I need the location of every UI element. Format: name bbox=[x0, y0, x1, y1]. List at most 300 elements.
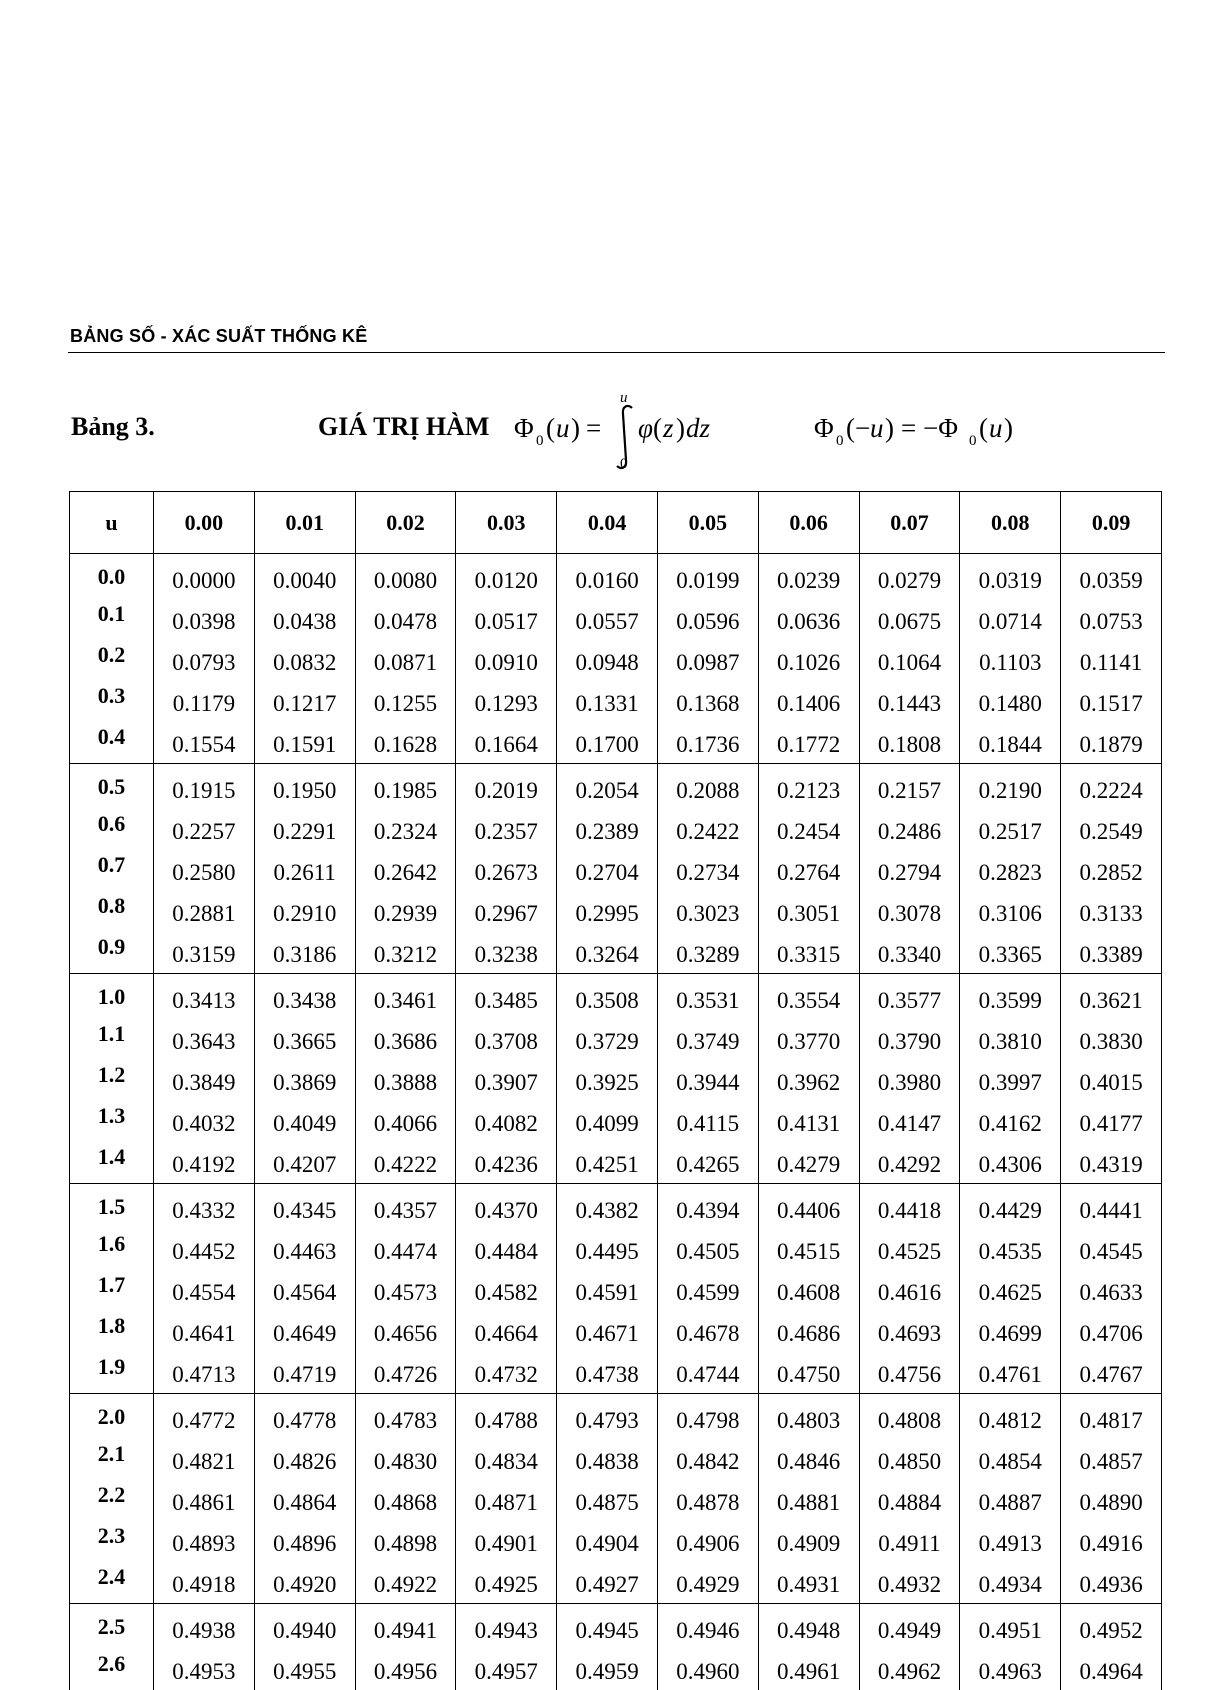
table-cell: 0.1368 bbox=[657, 681, 758, 722]
column-header: 0.04 bbox=[557, 492, 658, 554]
table-cell: 0.3907 bbox=[456, 1060, 557, 1101]
table-cell: 0.4599 bbox=[657, 1270, 758, 1311]
row-header-u: 0.0 bbox=[70, 554, 154, 600]
table-cell: 0.4957 bbox=[456, 1649, 557, 1690]
table-row bbox=[70, 891, 1162, 932]
table-cell: 0.3315 bbox=[758, 932, 859, 974]
table-cell: 0.0910 bbox=[456, 640, 557, 681]
table-cell: 0.4830 bbox=[355, 1439, 456, 1480]
table-cell: 0.3508 bbox=[557, 974, 658, 1020]
table-row bbox=[70, 1142, 1162, 1184]
formula bbox=[514, 390, 1044, 480]
table-cell: 0.3413 bbox=[154, 974, 255, 1020]
table-cell: 0.3531 bbox=[657, 974, 758, 1020]
table-cell: 0.3944 bbox=[657, 1060, 758, 1101]
table-cell: 0.3212 bbox=[355, 932, 456, 974]
column-header: 0.06 bbox=[758, 492, 859, 554]
row-header-u: 2.1 bbox=[70, 1439, 154, 1480]
table-cell: 0.4279 bbox=[758, 1142, 859, 1184]
table-cell: 0.4357 bbox=[355, 1184, 456, 1230]
table-cell: 0.2019 bbox=[456, 764, 557, 810]
svg-text:): ) bbox=[1004, 413, 1013, 443]
table-cell: 0.4927 bbox=[557, 1562, 658, 1604]
table-cell: 0.3340 bbox=[859, 932, 960, 974]
table-cell: 0.4115 bbox=[657, 1101, 758, 1142]
row-header-u: 1.8 bbox=[70, 1311, 154, 1352]
table-cell: 0.1293 bbox=[456, 681, 557, 722]
column-header: 0.05 bbox=[657, 492, 758, 554]
table-cell: 0.0948 bbox=[557, 640, 658, 681]
table-cell: 0.2704 bbox=[557, 850, 658, 891]
table-cell: 0.2054 bbox=[557, 764, 658, 810]
table-cell: 0.3389 bbox=[1061, 932, 1162, 974]
table-cell: 0.4545 bbox=[1061, 1229, 1162, 1270]
svg-text:0: 0 bbox=[836, 433, 844, 449]
table-cell: 0.4525 bbox=[859, 1229, 960, 1270]
table-cell: 0.3599 bbox=[960, 974, 1061, 1020]
svg-text:): ) bbox=[571, 413, 580, 443]
table-cell: 0.1554 bbox=[154, 722, 255, 764]
column-header: 0.07 bbox=[859, 492, 960, 554]
table-cell: 0.2764 bbox=[758, 850, 859, 891]
table-cell: 0.4884 bbox=[859, 1480, 960, 1521]
table-cell: 0.4162 bbox=[960, 1101, 1061, 1142]
table-cell: 0.1950 bbox=[254, 764, 355, 810]
table-cell: 0.2995 bbox=[557, 891, 658, 932]
table-cell: 0.4916 bbox=[1061, 1521, 1162, 1562]
table-cell: 0.4406 bbox=[758, 1184, 859, 1230]
svg-text:u: u bbox=[989, 413, 1003, 443]
table-cell: 0.0793 bbox=[154, 640, 255, 681]
table-cell: 0.4904 bbox=[557, 1521, 658, 1562]
table-cell: 0.1255 bbox=[355, 681, 456, 722]
svg-text:(: ( bbox=[546, 413, 555, 443]
table-cell: 0.2486 bbox=[859, 809, 960, 850]
table-cell: 0.4842 bbox=[657, 1439, 758, 1480]
table-cell: 0.4878 bbox=[657, 1480, 758, 1521]
table-cell: 0.4767 bbox=[1061, 1352, 1162, 1394]
table-cell: 0.1331 bbox=[557, 681, 658, 722]
table-cell: 0.1915 bbox=[154, 764, 255, 810]
table-row bbox=[70, 1352, 1162, 1394]
table-cell: 0.4015 bbox=[1061, 1060, 1162, 1101]
table-cell: 0.3264 bbox=[557, 932, 658, 974]
table-cell: 0.3770 bbox=[758, 1019, 859, 1060]
table-cell: 0.0753 bbox=[1061, 599, 1162, 640]
row-header-u: 1.5 bbox=[70, 1184, 154, 1230]
table-row bbox=[70, 1649, 1162, 1690]
table-cell: 0.4896 bbox=[254, 1521, 355, 1562]
table-cell: 0.4936 bbox=[1061, 1562, 1162, 1604]
row-header-u: 1.7 bbox=[70, 1270, 154, 1311]
row-header-u: 0.1 bbox=[70, 599, 154, 640]
row-header-u: 1.9 bbox=[70, 1352, 154, 1394]
table-cell: 0.4744 bbox=[657, 1352, 758, 1394]
table-cell: 0.4951 bbox=[960, 1604, 1061, 1650]
table-cell: 0.4345 bbox=[254, 1184, 355, 1230]
table-cell: 0.3106 bbox=[960, 891, 1061, 932]
table-cell: 0.0596 bbox=[657, 599, 758, 640]
table-cell: 0.4699 bbox=[960, 1311, 1061, 1352]
table-cell: 0.0080 bbox=[355, 554, 456, 600]
table-row bbox=[70, 764, 1162, 810]
table-cell: 0.2881 bbox=[154, 891, 255, 932]
table-cell: 0.4941 bbox=[355, 1604, 456, 1650]
svg-text:dz: dz bbox=[686, 413, 711, 443]
running-header: BẢNG SỐ - XÁC SUẤT THỐNG KÊ bbox=[70, 326, 367, 347]
table-cell: 0.1217 bbox=[254, 681, 355, 722]
table-row bbox=[70, 1439, 1162, 1480]
table-cell: 0.4854 bbox=[960, 1439, 1061, 1480]
table-cell: 0.0557 bbox=[557, 599, 658, 640]
table-cell: 0.0120 bbox=[456, 554, 557, 600]
row-header-u: 0.7 bbox=[70, 850, 154, 891]
table-cell: 0.3461 bbox=[355, 974, 456, 1020]
table-cell: 0.1879 bbox=[1061, 722, 1162, 764]
row-header-u: 1.2 bbox=[70, 1060, 154, 1101]
table-cell: 0.4222 bbox=[355, 1142, 456, 1184]
svg-text:0: 0 bbox=[969, 433, 977, 449]
table-cell: 0.1808 bbox=[859, 722, 960, 764]
table-cell: 0.3888 bbox=[355, 1060, 456, 1101]
table-cell: 0.3238 bbox=[456, 932, 557, 974]
table-cell: 0.4332 bbox=[154, 1184, 255, 1230]
table-cell: 0.4943 bbox=[456, 1604, 557, 1650]
svg-text:=: = bbox=[586, 413, 601, 443]
table-cell: 0.4382 bbox=[557, 1184, 658, 1230]
table-cell: 0.4918 bbox=[154, 1562, 255, 1604]
table-cell: 0.2580 bbox=[154, 850, 255, 891]
table-cell: 0.4066 bbox=[355, 1101, 456, 1142]
row-header-u: 1.0 bbox=[70, 974, 154, 1020]
table-cell: 0.4913 bbox=[960, 1521, 1061, 1562]
table-row bbox=[70, 1562, 1162, 1604]
table-cell: 0.2389 bbox=[557, 809, 658, 850]
row-header-u: 0.2 bbox=[70, 640, 154, 681]
table-cell: 0.4207 bbox=[254, 1142, 355, 1184]
table-cell: 0.2517 bbox=[960, 809, 1061, 850]
table-row bbox=[70, 1270, 1162, 1311]
table-cell: 0.0987 bbox=[657, 640, 758, 681]
table-cell: 0.0319 bbox=[960, 554, 1061, 600]
table-cell: 0.0040 bbox=[254, 554, 355, 600]
table-cell: 0.4686 bbox=[758, 1311, 859, 1352]
table-label: Bảng 3. bbox=[71, 412, 155, 442]
table-cell: 0.0438 bbox=[254, 599, 355, 640]
table-cell: 0.4959 bbox=[557, 1649, 658, 1690]
table-cell: 0.1736 bbox=[657, 722, 758, 764]
table-row bbox=[70, 1394, 1162, 1440]
table-cell: 0.4306 bbox=[960, 1142, 1061, 1184]
table-cell: 0.4082 bbox=[456, 1101, 557, 1142]
row-header-u: 1.6 bbox=[70, 1229, 154, 1270]
table-cell: 0.4515 bbox=[758, 1229, 859, 1270]
table-cell: 0.4732 bbox=[456, 1352, 557, 1394]
table-cell: 0.0832 bbox=[254, 640, 355, 681]
table-cell: 0.2642 bbox=[355, 850, 456, 891]
table-cell: 0.4554 bbox=[154, 1270, 255, 1311]
table-cell: 0.4960 bbox=[657, 1649, 758, 1690]
table-cell: 0.2967 bbox=[456, 891, 557, 932]
table-cell: 0.4713 bbox=[154, 1352, 255, 1394]
table-row bbox=[70, 599, 1162, 640]
table-cell: 0.3621 bbox=[1061, 974, 1162, 1020]
table-cell: 0.3729 bbox=[557, 1019, 658, 1060]
row-header-u: 0.5 bbox=[70, 764, 154, 810]
column-header: 0.09 bbox=[1061, 492, 1162, 554]
table-cell: 0.4641 bbox=[154, 1311, 255, 1352]
table-cell: 0.2157 bbox=[859, 764, 960, 810]
table-cell: 0.4946 bbox=[657, 1604, 758, 1650]
table-cell: 0.4864 bbox=[254, 1480, 355, 1521]
table-cell: 0.4961 bbox=[758, 1649, 859, 1690]
table-cell: 0.3485 bbox=[456, 974, 557, 1020]
table-row bbox=[70, 1521, 1162, 1562]
table-row bbox=[70, 554, 1162, 600]
row-header-u: 0.6 bbox=[70, 809, 154, 850]
table-cell: 0.3925 bbox=[557, 1060, 658, 1101]
table-cell: 0.4964 bbox=[1061, 1649, 1162, 1690]
table-cell: 0.4441 bbox=[1061, 1184, 1162, 1230]
table-cell: 0.2673 bbox=[456, 850, 557, 891]
table-cell: 0.4678 bbox=[657, 1311, 758, 1352]
table-cell: 0.3830 bbox=[1061, 1019, 1162, 1060]
svg-text:u: u bbox=[620, 390, 628, 406]
table-cell: 0.3810 bbox=[960, 1019, 1061, 1060]
table-cell: 0.2734 bbox=[657, 850, 758, 891]
table-cell: 0.1179 bbox=[154, 681, 255, 722]
table-cell: 0.4798 bbox=[657, 1394, 758, 1440]
table-cell: 0.0199 bbox=[657, 554, 758, 600]
table-cell: 0.2257 bbox=[154, 809, 255, 850]
column-header: 0.08 bbox=[960, 492, 1061, 554]
table-cell: 0.2357 bbox=[456, 809, 557, 850]
table-cell: 0.3554 bbox=[758, 974, 859, 1020]
table-cell: 0.2549 bbox=[1061, 809, 1162, 850]
table-row bbox=[70, 809, 1162, 850]
column-header: 0.03 bbox=[456, 492, 557, 554]
table-cell: 0.4857 bbox=[1061, 1439, 1162, 1480]
table-cell: 0.4664 bbox=[456, 1311, 557, 1352]
row-header-u: 0.4 bbox=[70, 722, 154, 764]
table-cell: 0.3023 bbox=[657, 891, 758, 932]
table-cell: 0.4881 bbox=[758, 1480, 859, 1521]
table-cell: 0.4826 bbox=[254, 1439, 355, 1480]
table-cell: 0.2939 bbox=[355, 891, 456, 932]
table-cell: 0.4783 bbox=[355, 1394, 456, 1440]
table-row bbox=[70, 1229, 1162, 1270]
table-cell: 0.3686 bbox=[355, 1019, 456, 1060]
table-cell: 0.4495 bbox=[557, 1229, 658, 1270]
svg-text:(: ( bbox=[979, 413, 988, 443]
table-cell: 0.0239 bbox=[758, 554, 859, 600]
table-cell: 0.4474 bbox=[355, 1229, 456, 1270]
table-row bbox=[70, 1480, 1162, 1521]
table-cell: 0.4821 bbox=[154, 1439, 255, 1480]
table-cell: 0.4890 bbox=[1061, 1480, 1162, 1521]
table-cell: 0.1480 bbox=[960, 681, 1061, 722]
table-cell: 0.3186 bbox=[254, 932, 355, 974]
svg-text:): ) bbox=[885, 413, 894, 443]
table-cell: 0.4719 bbox=[254, 1352, 355, 1394]
table-cell: 0.3289 bbox=[657, 932, 758, 974]
row-header-u: 1.4 bbox=[70, 1142, 154, 1184]
table-cell: 0.4812 bbox=[960, 1394, 1061, 1440]
table-cell: 0.1772 bbox=[758, 722, 859, 764]
table-cell: 0.4236 bbox=[456, 1142, 557, 1184]
table-cell: 0.4963 bbox=[960, 1649, 1061, 1690]
table-cell: 0.4875 bbox=[557, 1480, 658, 1521]
table-cell: 0.4616 bbox=[859, 1270, 960, 1311]
table-cell: 0.4898 bbox=[355, 1521, 456, 1562]
table-cell: 0.4893 bbox=[154, 1521, 255, 1562]
table-row bbox=[70, 1604, 1162, 1650]
table-cell: 0.4948 bbox=[758, 1604, 859, 1650]
table-cell: 0.2611 bbox=[254, 850, 355, 891]
table-cell: 0.2224 bbox=[1061, 764, 1162, 810]
table-cell: 0.4582 bbox=[456, 1270, 557, 1311]
table-cell: 0.1628 bbox=[355, 722, 456, 764]
table-cell: 0.0160 bbox=[557, 554, 658, 600]
table-cell: 0.4871 bbox=[456, 1480, 557, 1521]
column-header: 0.01 bbox=[254, 492, 355, 554]
table-cell: 0.3749 bbox=[657, 1019, 758, 1060]
table-row bbox=[70, 850, 1162, 891]
table-cell: 0.0871 bbox=[355, 640, 456, 681]
table-cell: 0.4625 bbox=[960, 1270, 1061, 1311]
table-cell: 0.4940 bbox=[254, 1604, 355, 1650]
table-cell: 0.4834 bbox=[456, 1439, 557, 1480]
table-cell: 0.4484 bbox=[456, 1229, 557, 1270]
table-cell: 0.4901 bbox=[456, 1521, 557, 1562]
table-cell: 0.4370 bbox=[456, 1184, 557, 1230]
table-cell: 0.4452 bbox=[154, 1229, 255, 1270]
table-cell: 0.2794 bbox=[859, 850, 960, 891]
table-cell: 0.4850 bbox=[859, 1439, 960, 1480]
table-cell: 0.4756 bbox=[859, 1352, 960, 1394]
table-cell: 0.4922 bbox=[355, 1562, 456, 1604]
table-cell: 0.4573 bbox=[355, 1270, 456, 1311]
table-cell: 0.4838 bbox=[557, 1439, 658, 1480]
table-cell: 0.3643 bbox=[154, 1019, 255, 1060]
table-cell: 0.4909 bbox=[758, 1521, 859, 1562]
svg-text:φ: φ bbox=[638, 413, 653, 443]
row-header-u: 1.1 bbox=[70, 1019, 154, 1060]
table-row bbox=[70, 1101, 1162, 1142]
table-cell: 0.4911 bbox=[859, 1521, 960, 1562]
table-cell: 0.4861 bbox=[154, 1480, 255, 1521]
table-cell: 0.4793 bbox=[557, 1394, 658, 1440]
table-cell: 0.4608 bbox=[758, 1270, 859, 1311]
svg-text:= −Φ: = −Φ bbox=[901, 413, 958, 443]
table-cell: 0.2852 bbox=[1061, 850, 1162, 891]
table-cell: 0.4671 bbox=[557, 1311, 658, 1352]
table-row bbox=[70, 932, 1162, 974]
row-header-u: 2.4 bbox=[70, 1562, 154, 1604]
table-cell: 0.1844 bbox=[960, 722, 1061, 764]
table-cell: 0.0478 bbox=[355, 599, 456, 640]
table-cell: 0.4649 bbox=[254, 1311, 355, 1352]
table-cell: 0.4049 bbox=[254, 1101, 355, 1142]
table-cell: 0.1026 bbox=[758, 640, 859, 681]
table-cell: 0.3078 bbox=[859, 891, 960, 932]
column-header: 0.02 bbox=[355, 492, 456, 554]
table-cell: 0.3438 bbox=[254, 974, 355, 1020]
table-cell: 0.2422 bbox=[657, 809, 758, 850]
row-header-u: 2.6 bbox=[70, 1649, 154, 1690]
table-cell: 0.0517 bbox=[456, 599, 557, 640]
table-cell: 0.3708 bbox=[456, 1019, 557, 1060]
row-header-u: 0.3 bbox=[70, 681, 154, 722]
table-cell: 0.1103 bbox=[960, 640, 1061, 681]
header-rule bbox=[68, 352, 1165, 353]
table-cell: 0.3997 bbox=[960, 1060, 1061, 1101]
column-header: 0.00 bbox=[154, 492, 255, 554]
table-title: GIÁ TRỊ HÀM bbox=[318, 412, 489, 442]
table-cell: 0.2324 bbox=[355, 809, 456, 850]
svg-text:u: u bbox=[556, 413, 570, 443]
table-cell: 0.4868 bbox=[355, 1480, 456, 1521]
table-cell: 0.4292 bbox=[859, 1142, 960, 1184]
table-cell: 0.4633 bbox=[1061, 1270, 1162, 1311]
table-cell: 0.1664 bbox=[456, 722, 557, 764]
table-cell: 0.4418 bbox=[859, 1184, 960, 1230]
column-header-u: u bbox=[70, 492, 154, 554]
table-cell: 0.3980 bbox=[859, 1060, 960, 1101]
table-body bbox=[70, 554, 1162, 1690]
table-cell: 0.3790 bbox=[859, 1019, 960, 1060]
table-cell: 0.4319 bbox=[1061, 1142, 1162, 1184]
table-cell: 0.0279 bbox=[859, 554, 960, 600]
table-cell: 0.4938 bbox=[154, 1604, 255, 1650]
table-cell: 0.4429 bbox=[960, 1184, 1061, 1230]
table-row bbox=[70, 1060, 1162, 1101]
table-cell: 0.2190 bbox=[960, 764, 1061, 810]
table-cell: 0.4761 bbox=[960, 1352, 1061, 1394]
table-cell: 0.3869 bbox=[254, 1060, 355, 1101]
table-row bbox=[70, 1184, 1162, 1230]
table-cell: 0.4887 bbox=[960, 1480, 1061, 1521]
svg-text:(−: (− bbox=[846, 413, 870, 443]
svg-text:0: 0 bbox=[620, 456, 628, 472]
table-cell: 0.4656 bbox=[355, 1311, 456, 1352]
table-cell: 0.4032 bbox=[154, 1101, 255, 1142]
table-cell: 0.4925 bbox=[456, 1562, 557, 1604]
table-cell: 0.0714 bbox=[960, 599, 1061, 640]
table-cell: 0.3577 bbox=[859, 974, 960, 1020]
table-cell: 0.4932 bbox=[859, 1562, 960, 1604]
table-cell: 0.4535 bbox=[960, 1229, 1061, 1270]
table-cell: 0.4788 bbox=[456, 1394, 557, 1440]
formula-graphic bbox=[514, 390, 1044, 480]
table-row bbox=[70, 1019, 1162, 1060]
table-cell: 0.4952 bbox=[1061, 1604, 1162, 1650]
table-cell: 0.4265 bbox=[657, 1142, 758, 1184]
table-cell: 0.4099 bbox=[557, 1101, 658, 1142]
phi-table bbox=[69, 491, 1162, 1690]
table-cell: 0.1443 bbox=[859, 681, 960, 722]
table-cell: 0.4929 bbox=[657, 1562, 758, 1604]
table-cell: 0.3365 bbox=[960, 932, 1061, 974]
formula-lhs: Φ bbox=[514, 413, 534, 443]
table-cell: 0.3133 bbox=[1061, 891, 1162, 932]
table-cell: 0.4846 bbox=[758, 1439, 859, 1480]
row-header-u: 0.8 bbox=[70, 891, 154, 932]
table-cell: 0.2910 bbox=[254, 891, 355, 932]
row-header-u: 2.3 bbox=[70, 1521, 154, 1562]
table-cell: 0.4817 bbox=[1061, 1394, 1162, 1440]
table-cell: 0.0359 bbox=[1061, 554, 1162, 600]
